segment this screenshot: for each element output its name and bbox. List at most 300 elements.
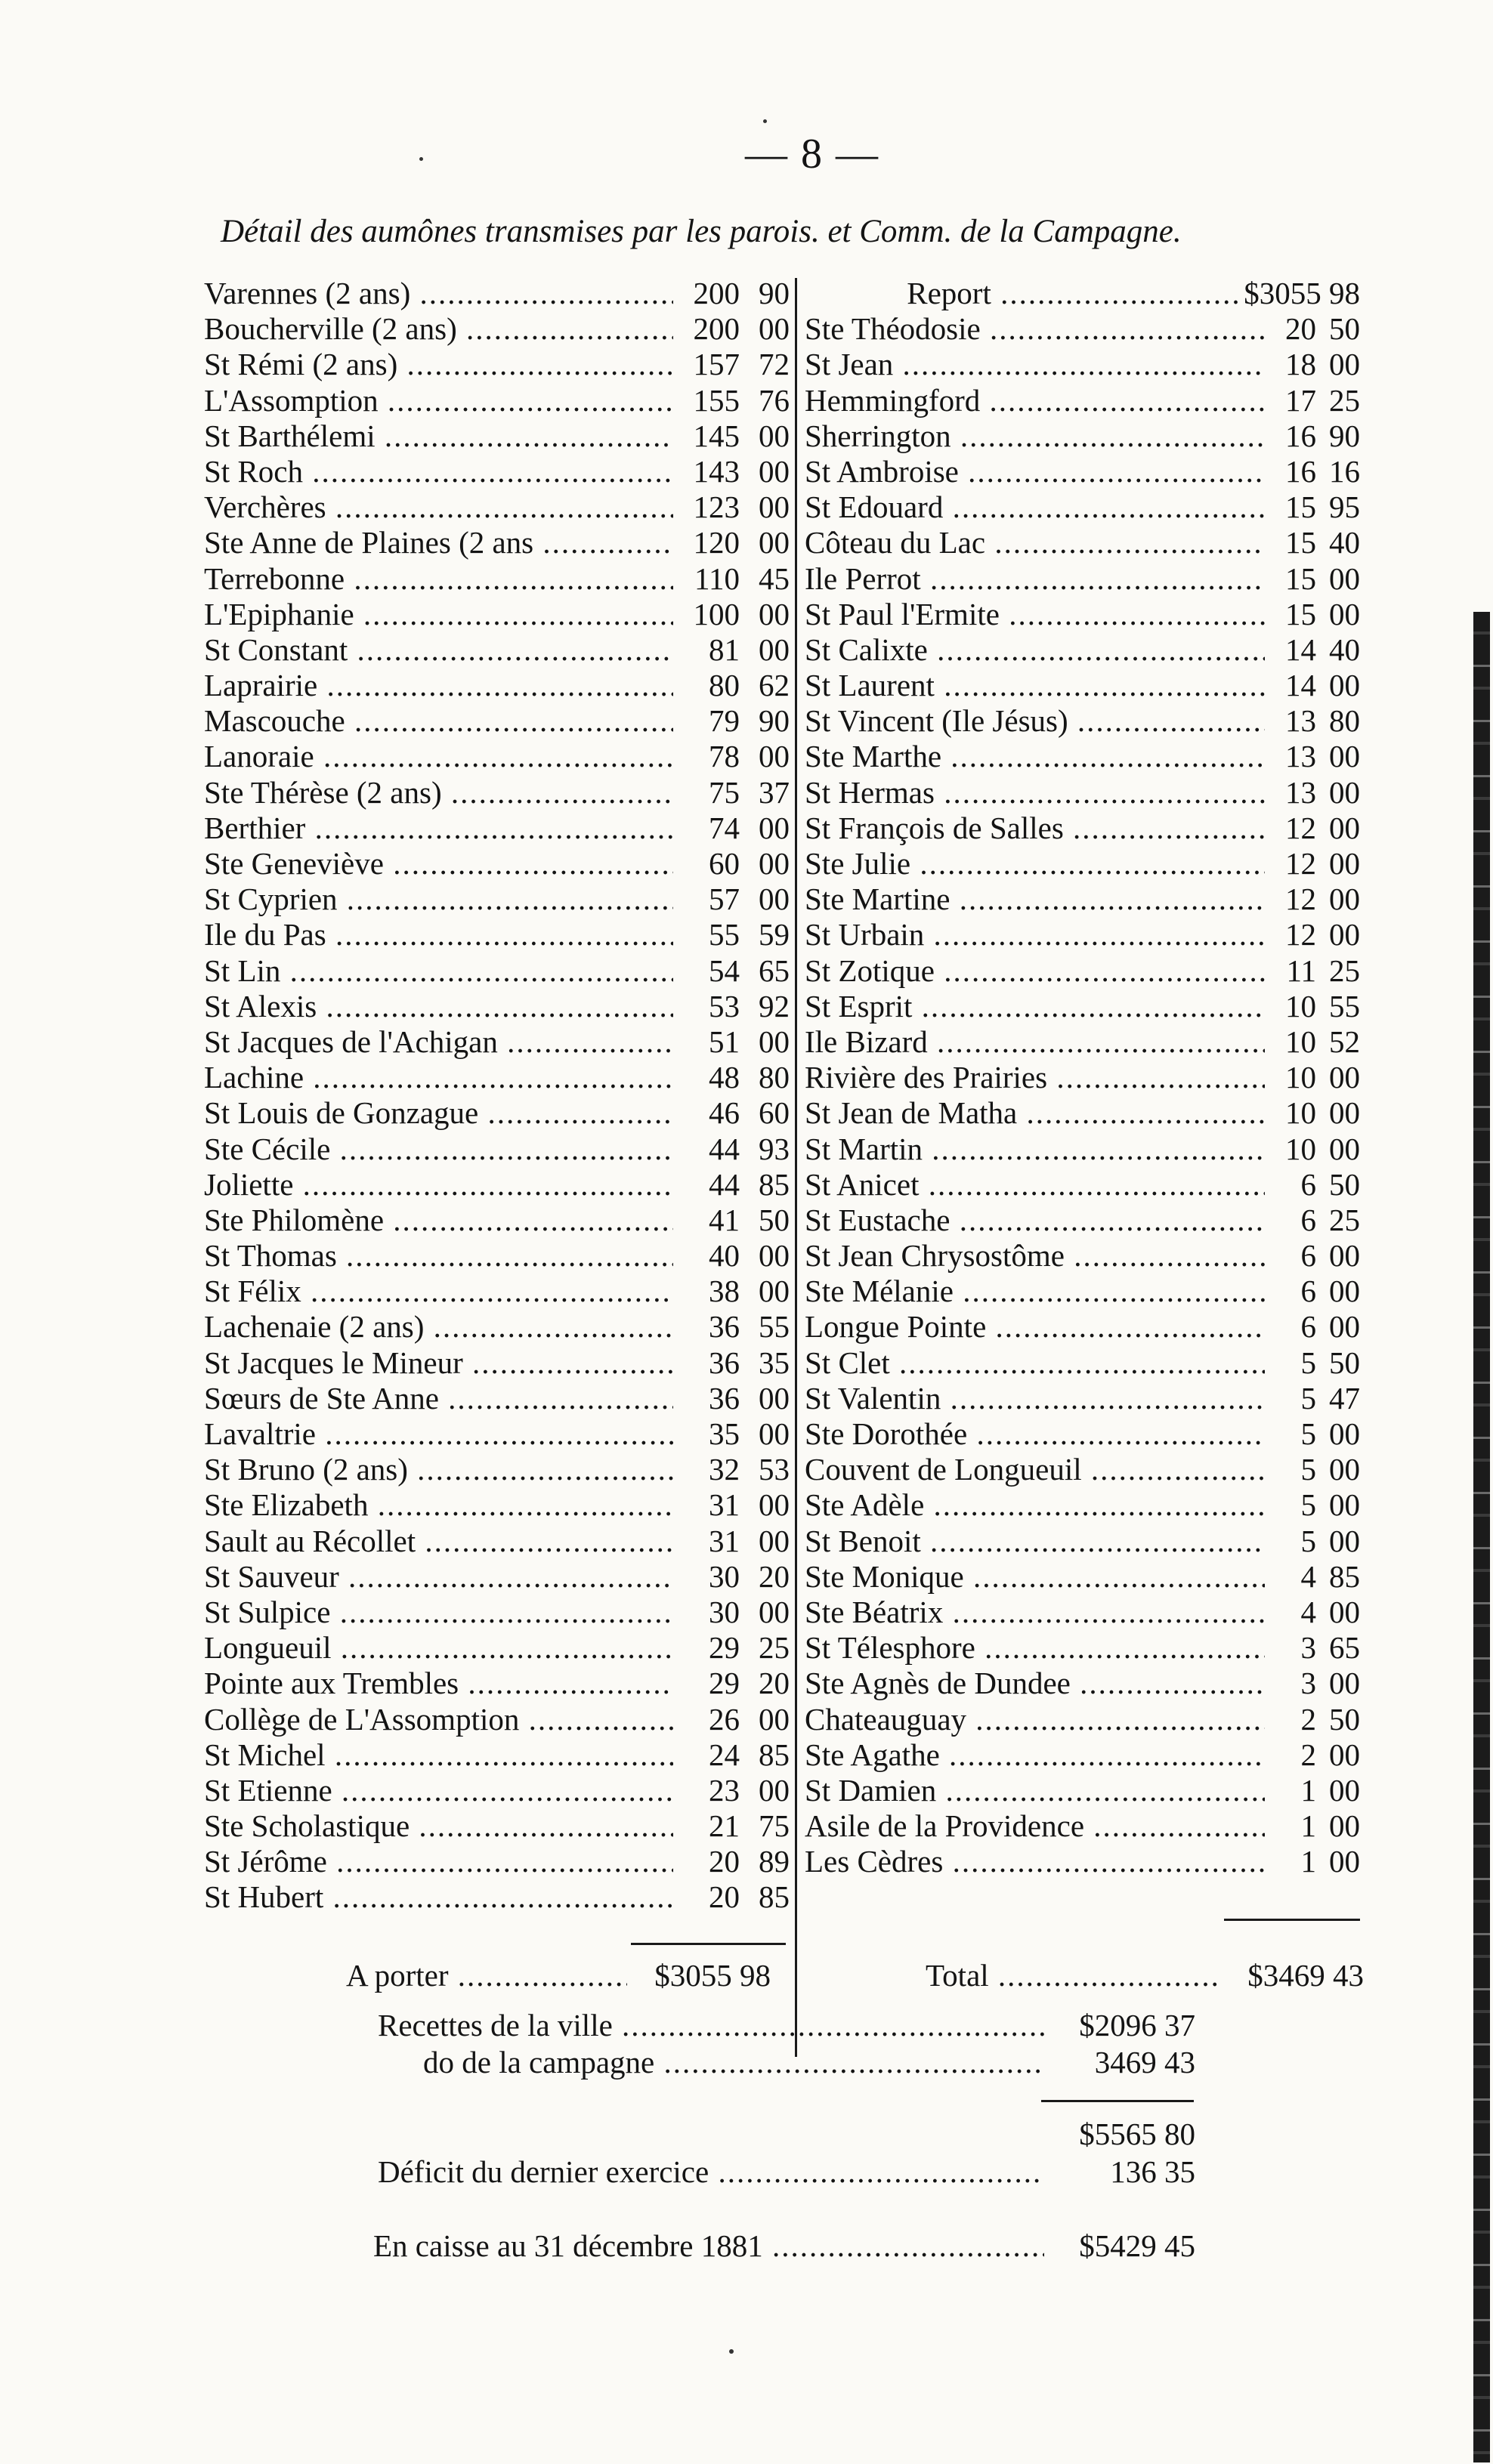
entry-cents: 37 xyxy=(759,774,790,810)
entry-cents: 85 xyxy=(759,1879,790,1915)
right-entry-row xyxy=(805,1095,1360,1131)
entry-cents: 40 xyxy=(1329,525,1360,560)
total-label: Total ..... xyxy=(926,1956,1220,1994)
entry-cents: 52 xyxy=(1329,1024,1360,1059)
entry-name: Ste Théodosie ..... xyxy=(805,311,1265,347)
left-entry-row xyxy=(204,525,790,560)
entry-cents: 85 xyxy=(759,1166,790,1202)
entry-name: Longue Pointe ..... xyxy=(805,1309,1265,1345)
entry-dollars: 5 xyxy=(1300,1487,1316,1523)
report-label-cell xyxy=(805,276,1244,311)
deficit-value: 136 35 xyxy=(1110,2154,1195,2189)
left-entry-row xyxy=(204,347,790,382)
entry-cents: 00 xyxy=(1329,1095,1360,1131)
entry-cents: 90 xyxy=(759,276,790,310)
entry-dollars: 78 xyxy=(709,739,740,774)
entry-name: St Paul l'Ermite ..... xyxy=(805,597,1265,632)
entry-name: Ste Martine ..... xyxy=(805,882,1265,917)
left-entry-row xyxy=(204,1737,790,1773)
entry-dollars: 20 xyxy=(709,1879,740,1915)
entry-cents: 76 xyxy=(759,382,790,418)
entry-cents: 00 xyxy=(759,846,790,881)
entry-dollars: 6 xyxy=(1300,1309,1316,1345)
entry-name: Chateauguay ..... xyxy=(805,1702,1265,1737)
subtotal-value: $5565 80 xyxy=(1079,2117,1195,2151)
subtotal-row xyxy=(1044,2115,1195,2153)
summary-rule xyxy=(1041,2100,1194,2102)
entry-dollars: 41 xyxy=(709,1202,740,1237)
left-entry-row xyxy=(204,775,790,811)
entry-dollars: 18 xyxy=(1285,347,1316,382)
entry-name: Pointe aux Trembles ..... xyxy=(204,1666,673,1701)
entry-name: St Calixte ..... xyxy=(805,632,1265,668)
entry-dollars: 26 xyxy=(709,1701,740,1737)
left-entry-row xyxy=(204,418,790,454)
entry-name: St François de Salles ..... xyxy=(805,811,1265,846)
entry-dollars: 20 xyxy=(1285,311,1316,347)
left-entry-row xyxy=(204,597,790,632)
entry-dollars: 5 xyxy=(1300,1380,1316,1416)
right-entry-row xyxy=(805,917,1360,953)
left-entry-row xyxy=(204,1595,790,1630)
entry-name: St Bruno (2 ans) ..... xyxy=(204,1452,673,1487)
entry-name: St Laurent ..... xyxy=(805,668,1265,703)
entry-name: St Hermas ..... xyxy=(805,775,1265,811)
entry-cents: 90 xyxy=(1329,418,1360,453)
right-entry-row xyxy=(805,1808,1360,1844)
entry-dollars: 100 xyxy=(693,596,740,631)
entry-name: St Edouard ..... xyxy=(805,489,1265,525)
entry-name: Ile du Pas ..... xyxy=(204,917,673,953)
right-entry-row xyxy=(805,989,1360,1024)
entry-dollars: 10 xyxy=(1285,988,1316,1024)
entry-cents: 00 xyxy=(759,311,790,347)
entry-dollars: 1 xyxy=(1300,1772,1316,1808)
entry-name: L'Epiphanie ..... xyxy=(204,597,673,632)
right-entry-row xyxy=(805,1203,1360,1238)
entry-dollars: 24 xyxy=(709,1737,740,1772)
left-entry-row xyxy=(204,1274,790,1309)
left-entry-row xyxy=(204,632,790,668)
entry-dollars: 48 xyxy=(709,1060,740,1095)
entry-cents: 00 xyxy=(759,453,790,489)
entry-name: St Hubert ..... xyxy=(204,1879,673,1915)
entry-cents: 00 xyxy=(759,631,790,667)
entry-name: St Martin ..... xyxy=(805,1132,1265,1167)
scan-speck xyxy=(729,2349,734,2354)
left-entry-row xyxy=(204,1702,790,1737)
entry-cents: 62 xyxy=(759,668,790,703)
entry-cents: 00 xyxy=(759,596,790,631)
entry-dollars: 46 xyxy=(709,1095,740,1131)
left-entry-row xyxy=(204,1309,790,1345)
entry-cents: 25 xyxy=(1329,1202,1360,1237)
right-entry-row xyxy=(805,1309,1360,1345)
entry-cents: 25 xyxy=(1329,382,1360,418)
right-entry-row xyxy=(805,597,1360,632)
entry-cents: 50 xyxy=(759,1202,790,1237)
entry-name: Ste Agnès de Dundee ..... xyxy=(805,1666,1265,1701)
entry-name: Sherrington ..... xyxy=(805,418,1265,454)
left-entry-row xyxy=(204,1132,790,1167)
a-porter-row xyxy=(346,1956,771,1994)
entry-cents: 50 xyxy=(1329,1345,1360,1380)
entry-name: Boucherville (2 ans) ..... xyxy=(204,311,673,347)
entry-dollars: 30 xyxy=(709,1594,740,1629)
entry-name: Ste Scholastique ..... xyxy=(204,1808,673,1844)
entry-dollars: 10 xyxy=(1285,1131,1316,1166)
entry-dollars: 120 xyxy=(693,525,740,560)
entry-name: St Sulpice ..... xyxy=(204,1595,673,1630)
entry-dollars: 35 xyxy=(709,1416,740,1451)
right-entry-row xyxy=(805,525,1360,560)
entry-dollars: 44 xyxy=(709,1166,740,1202)
entry-dollars: 12 xyxy=(1285,882,1316,917)
entry-dollars: 17 xyxy=(1285,382,1316,418)
entry-cents: 50 xyxy=(1329,1701,1360,1737)
report-row xyxy=(805,276,1360,311)
entry-dollars: 30 xyxy=(709,1558,740,1594)
left-total-rule xyxy=(631,1943,786,1945)
entry-dollars: 31 xyxy=(709,1487,740,1523)
entry-name: St Urbain ..... xyxy=(805,917,1265,953)
right-entry-row xyxy=(805,1844,1360,1879)
right-entry-row xyxy=(805,1238,1360,1274)
entry-name: St Valentin ..... xyxy=(805,1381,1265,1416)
entry-dollars: 1 xyxy=(1300,1844,1316,1879)
left-entry-row xyxy=(204,1559,790,1595)
entry-cents: 59 xyxy=(759,917,790,953)
a-porter-label: A porter ..... xyxy=(346,1956,627,1994)
entry-dollars: 14 xyxy=(1285,668,1316,703)
entry-cents: 00 xyxy=(1329,846,1360,881)
page-subtitle: Détail des aumônes transmises par les parois. et Comm. de la Campagne. xyxy=(221,214,1182,249)
entry-name: Ste Anne de Plaines (2 ans ..... xyxy=(204,525,673,560)
right-entry-row xyxy=(805,1024,1360,1060)
left-column xyxy=(204,276,790,1916)
entry-cents: 00 xyxy=(759,1024,790,1059)
entry-dollars: 53 xyxy=(709,988,740,1024)
recettes-ville-row xyxy=(378,2006,1195,2044)
entry-name: Ste Monique ..... xyxy=(805,1559,1265,1595)
entry-dollars: 12 xyxy=(1285,846,1316,881)
entry-cents: 00 xyxy=(1329,810,1360,845)
right-entry-row xyxy=(805,632,1360,668)
entry-dollars: 16 xyxy=(1285,453,1316,489)
scan-speck xyxy=(763,119,767,123)
entry-cents: 55 xyxy=(1329,988,1360,1024)
entry-name: St Lin ..... xyxy=(204,953,673,989)
left-entry-row xyxy=(204,454,790,489)
left-entry-row xyxy=(204,1381,790,1416)
entry-dollars: 36 xyxy=(709,1380,740,1416)
right-entry-row xyxy=(805,846,1360,882)
entry-dollars: 20 xyxy=(709,1844,740,1879)
total-row xyxy=(926,1956,1364,1994)
entry-dollars: 29 xyxy=(709,1630,740,1666)
entry-cents: 60 xyxy=(759,1095,790,1131)
entry-name: Ile Perrot ..... xyxy=(805,561,1265,597)
entry-cents: 00 xyxy=(1329,917,1360,953)
entry-dollars: 21 xyxy=(709,1808,740,1844)
right-entry-row xyxy=(805,1167,1360,1203)
entry-cents: 20 xyxy=(759,1666,790,1701)
left-entry-row xyxy=(204,1167,790,1203)
entry-dollars: 15 xyxy=(1285,489,1316,525)
entry-cents: 65 xyxy=(759,953,790,988)
total-value: $3469 43 xyxy=(1247,1958,1364,1993)
entry-dollars: 32 xyxy=(709,1452,740,1487)
entry-dollars: 5 xyxy=(1300,1452,1316,1487)
page-number: — 8 — xyxy=(745,131,879,178)
entry-cents: 00 xyxy=(1329,1452,1360,1487)
entry-cents: 00 xyxy=(1329,882,1360,917)
left-entry-row xyxy=(204,383,790,418)
left-entry-row xyxy=(204,1808,790,1844)
entry-cents: 00 xyxy=(759,489,790,525)
right-entry-row xyxy=(805,1416,1360,1452)
entry-cents: 00 xyxy=(759,1238,790,1274)
entry-dollars: 155 xyxy=(693,382,740,418)
entry-dollars: 75 xyxy=(709,774,740,810)
entry-name: Sault au Récollet ..... xyxy=(204,1524,673,1559)
entry-dollars: 15 xyxy=(1285,596,1316,631)
entry-cents: 92 xyxy=(759,988,790,1024)
right-entry-row xyxy=(805,1737,1360,1773)
right-column xyxy=(805,276,1360,1879)
entry-name: Joliette ..... xyxy=(204,1167,673,1203)
right-entry-row xyxy=(805,1132,1360,1167)
entry-cents: 00 xyxy=(1329,1274,1360,1309)
entry-dollars: 80 xyxy=(709,668,740,703)
entry-cents: 00 xyxy=(1329,596,1360,631)
right-entry-row xyxy=(805,1345,1360,1381)
entry-dollars: 6 xyxy=(1300,1202,1316,1237)
entry-cents: 00 xyxy=(1329,1666,1360,1701)
right-entry-row xyxy=(805,953,1360,989)
entry-cents: 00 xyxy=(1329,1594,1360,1629)
left-entry-row xyxy=(204,811,790,846)
entry-dollars: 38 xyxy=(709,1274,740,1309)
entry-name: Laprairie ..... xyxy=(204,668,673,703)
entry-name: Ste Philomène ..... xyxy=(204,1203,673,1238)
entry-name: Ste Thérèse (2 ans) ..... xyxy=(204,775,673,811)
entry-cents: 00 xyxy=(1329,560,1360,596)
entry-dollars: 1 xyxy=(1300,1808,1316,1844)
entry-name: Lanoraie ..... xyxy=(204,739,673,774)
left-entry-row xyxy=(204,311,790,347)
entry-dollars: 143 xyxy=(693,453,740,489)
entry-dollars: 6 xyxy=(1300,1166,1316,1202)
entry-dollars: 4 xyxy=(1300,1594,1316,1629)
entry-dollars: 6 xyxy=(1300,1274,1316,1309)
entry-dollars: 123 xyxy=(693,489,740,525)
right-entry-row xyxy=(805,703,1360,739)
en-caisse-row xyxy=(373,2227,1195,2265)
entry-name: Rivière des Prairies ..... xyxy=(805,1060,1265,1095)
entry-name: St Sauveur ..... xyxy=(204,1559,673,1595)
entry-name: St Esprit ..... xyxy=(805,989,1265,1024)
entry-dollars: 23 xyxy=(709,1772,740,1808)
entry-name: Asile de la Providence ..... xyxy=(805,1808,1265,1844)
entry-cents: 25 xyxy=(759,1630,790,1666)
recettes-ville-label: Recettes de la ville ..... xyxy=(378,2006,1044,2044)
entry-dollars: 40 xyxy=(709,1238,740,1274)
entry-cents: 25 xyxy=(1329,953,1360,988)
entry-name: St Télesphore ..... xyxy=(805,1630,1265,1666)
entry-cents: 93 xyxy=(759,1131,790,1166)
entry-dollars: 60 xyxy=(709,846,740,881)
recettes-campagne-value: 3469 43 xyxy=(1094,2045,1195,2080)
entry-name: St Jacques le Mineur ..... xyxy=(204,1345,673,1381)
entry-dollars: 16 xyxy=(1285,418,1316,453)
right-entry-row xyxy=(805,1060,1360,1095)
entry-name: Lachenaie (2 ans) ..... xyxy=(204,1309,673,1345)
entry-dollars: 13 xyxy=(1285,703,1316,739)
entry-name: St Barthélemi ..... xyxy=(204,418,673,454)
entry-dollars: 55 xyxy=(709,917,740,953)
entry-cents: 00 xyxy=(1329,1737,1360,1772)
entry-cents: 00 xyxy=(759,1380,790,1416)
left-entry-row xyxy=(204,917,790,953)
entry-name: Ste Cécile ..... xyxy=(204,1132,673,1167)
entry-cents: 50 xyxy=(1329,311,1360,347)
left-entry-row xyxy=(204,739,790,774)
entry-dollars: 51 xyxy=(709,1024,740,1059)
entry-name: St Damien ..... xyxy=(805,1773,1265,1808)
entry-name: Ste Geneviève ..... xyxy=(204,846,673,882)
entry-dollars: 110 xyxy=(694,560,740,596)
entry-name: Longueuil ..... xyxy=(204,1630,673,1666)
en-caisse-value: $5429 45 xyxy=(1079,2228,1195,2263)
entry-name: St Benoit ..... xyxy=(805,1524,1265,1559)
entry-cents: 00 xyxy=(759,418,790,453)
recettes-campagne-row xyxy=(423,2043,1195,2081)
entry-name: St Vincent (Ile Jésus) ..... xyxy=(805,703,1265,739)
entry-name: St Jean de Matha ..... xyxy=(805,1095,1265,1131)
entry-cents: 00 xyxy=(1329,1416,1360,1451)
entry-dollars: 5 xyxy=(1300,1345,1316,1380)
entry-cents: 16 xyxy=(1329,453,1360,489)
entry-name: Terrebonne ..... xyxy=(204,561,673,597)
entry-name: St Cyprien ..... xyxy=(204,882,673,917)
entry-name: Lachine ..... xyxy=(204,1060,673,1095)
entry-cents: 00 xyxy=(759,1487,790,1523)
entry-cents: 55 xyxy=(759,1309,790,1345)
entry-dollars: 74 xyxy=(709,810,740,845)
column-divider xyxy=(795,278,797,2057)
entry-name: St Roch ..... xyxy=(204,454,673,489)
right-entry-row xyxy=(805,1630,1360,1666)
left-entry-row xyxy=(204,276,790,311)
entry-dollars: 54 xyxy=(709,953,740,988)
entry-name: Ste Elizabeth ..... xyxy=(204,1487,673,1523)
entry-name: Berthier ..... xyxy=(204,811,673,846)
recettes-ville-value: $2096 37 xyxy=(1079,2008,1195,2043)
entry-dollars: 145 xyxy=(693,418,740,453)
entry-cents: 00 xyxy=(1329,1060,1360,1095)
entry-cents: 00 xyxy=(759,1594,790,1629)
entry-dollars: 10 xyxy=(1285,1095,1316,1131)
entry-cents: 00 xyxy=(1329,347,1360,382)
left-entry-row xyxy=(204,1773,790,1808)
entry-cents: 35 xyxy=(759,1345,790,1380)
entry-name: Ste Béatrix ..... xyxy=(805,1595,1265,1630)
right-entry-row xyxy=(805,1666,1360,1701)
entry-name: Ste Mélanie ..... xyxy=(805,1274,1265,1309)
entry-name: Sœurs de Ste Anne ..... xyxy=(204,1381,673,1416)
right-entry-row xyxy=(805,1452,1360,1487)
entry-name: Collège de L'Assomption ..... xyxy=(204,1702,673,1737)
entry-dollars: 5 xyxy=(1300,1523,1316,1558)
entry-name: Ile Bizard ..... xyxy=(805,1024,1265,1060)
entry-cents: 00 xyxy=(1329,1844,1360,1879)
entry-dollars: 57 xyxy=(709,882,740,917)
entry-name: St Félix ..... xyxy=(204,1274,673,1309)
right-entry-row xyxy=(805,383,1360,418)
entry-name: St Alexis ..... xyxy=(204,989,673,1024)
left-entry-row xyxy=(204,1487,790,1523)
scan-speck xyxy=(419,157,423,161)
entry-name: St Rémi (2 ans) ..... xyxy=(204,347,673,382)
right-entry-row xyxy=(805,1702,1360,1737)
en-caisse-label: En caisse au 31 décembre 1881 ..... xyxy=(373,2227,1044,2265)
right-entry-row xyxy=(805,1381,1360,1416)
entry-name: Ste Dorothée ..... xyxy=(805,1416,1265,1452)
left-entry-row xyxy=(204,1024,790,1060)
entry-name: Lavaltrie ..... xyxy=(204,1416,673,1452)
entry-name: Mascouche ..... xyxy=(204,703,673,739)
entry-dollars: 14 xyxy=(1285,631,1316,667)
entry-dollars: 200 xyxy=(693,311,740,347)
left-entry-row xyxy=(204,882,790,917)
entry-name: St Ambroise ..... xyxy=(805,454,1265,489)
right-entry-row xyxy=(805,347,1360,382)
left-entry-row xyxy=(204,703,790,739)
entry-cents: 20 xyxy=(759,1558,790,1594)
entry-dollars: 79 xyxy=(709,703,740,739)
entry-dollars: 15 xyxy=(1285,560,1316,596)
entry-cents: 00 xyxy=(1329,739,1360,774)
entry-dollars: 12 xyxy=(1285,810,1316,845)
entry-dollars: 36 xyxy=(709,1309,740,1345)
entry-name: Côteau du Lac ..... xyxy=(805,525,1265,560)
entry-name: Ste Agathe ..... xyxy=(805,1737,1265,1773)
entry-cents: 00 xyxy=(759,1416,790,1451)
entry-dollars: 29 xyxy=(709,1666,740,1701)
right-entry-row xyxy=(805,1595,1360,1630)
entry-cents: 00 xyxy=(759,1523,790,1558)
entry-name: Ste Marthe ..... xyxy=(805,739,1265,774)
right-entry-row xyxy=(805,1559,1360,1595)
entry-cents: 00 xyxy=(759,882,790,917)
entry-cents: 00 xyxy=(1329,1808,1360,1844)
entry-dollars: 2 xyxy=(1300,1737,1316,1772)
entry-dollars: 10 xyxy=(1285,1024,1316,1059)
left-entry-row xyxy=(204,1203,790,1238)
deficit-label: Déficit du dernier exercice ..... xyxy=(378,2153,1044,2191)
entry-dollars: 5 xyxy=(1300,1416,1316,1451)
entry-cents: 00 xyxy=(1329,1309,1360,1345)
entry-cents: 00 xyxy=(1329,1772,1360,1808)
entry-name: St Clet ..... xyxy=(805,1345,1265,1381)
left-entry-row xyxy=(204,1452,790,1487)
entry-dollars: 200 xyxy=(693,276,740,310)
a-porter-value: $3055 98 xyxy=(654,1958,771,1993)
entry-cents: 00 xyxy=(759,739,790,774)
entry-name: Couvent de Longueuil ..... xyxy=(805,1452,1265,1487)
entry-dollars: 3 xyxy=(1300,1630,1316,1666)
